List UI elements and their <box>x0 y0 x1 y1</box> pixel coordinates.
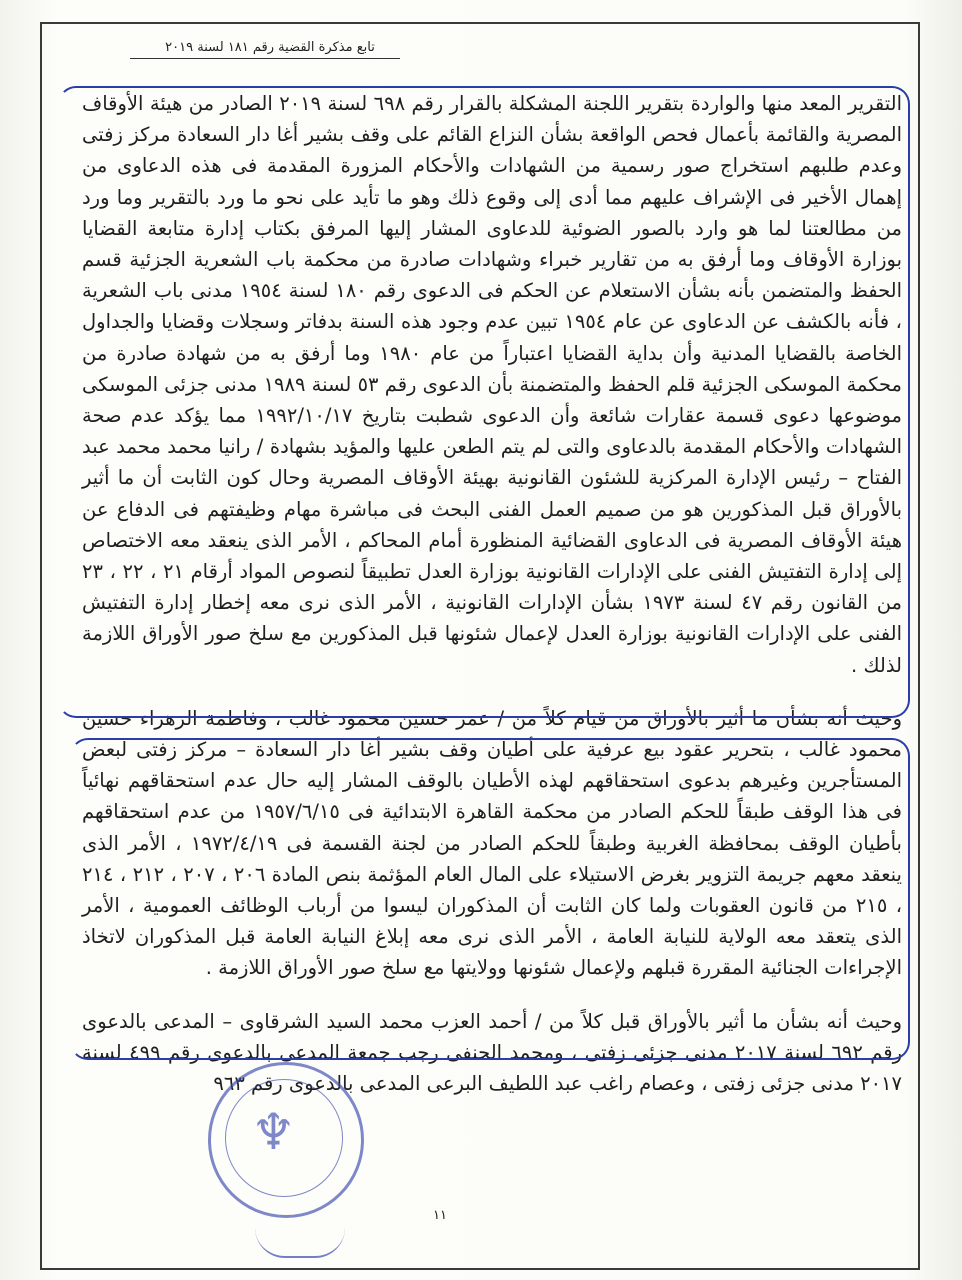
text-line: والمؤيد بشهادة / رانيا محمد محمد عبد الفتاح – رئيس الإدارة المركزية للشئون القانونية بهيئة الأوقاف <box>82 435 903 490</box>
text-line: القانونية ، الأمر الذى نرى معه إخطار إدارة التفتيش الفنى على الإدارات القانونية بوزارة العدل لإعمال <box>82 591 903 646</box>
memo-body <box>82 88 902 1099</box>
text-line: الأوراق اللازمة . <box>205 956 334 980</box>
text-line: استحقاقهم بأطيان الوقف بمحافظة الغربية وطبقاً للحكم الصادر من لجنة القسمة فى ١٩٧٢/٤/١٩ ، <box>82 800 902 855</box>
text-line: إدارة متابعة القضايا بوزارة الأوقاف وما أرفق به من تقارير خبراء وشهادات صادرة من محكمة باب <box>82 216 902 272</box>
paragraph-plaintiffs <box>82 1006 902 1100</box>
text-line: لسنة ٢٠١٧ مدنى جزئى زفتى ، وعصام راغب عبد اللطيف البرعى المدعى بالدعوى رقم ٩٦٣ <box>82 1040 902 1096</box>
text-line: المصرية وحال كون الثابت أن ما أثير بالأوراق قبل المذكورين هو من صميم العمل الفنى البحث فى <box>82 466 903 521</box>
text-line: نهائياً فى هذا الوقف طبقاً للحكم الصادر من محكمة القاهرة الابتدائية فى ١٩٥٧/٦/١٥ من عدم <box>82 769 902 824</box>
text-line: مباشرة مهام وظيفتهم فى الدفاع عن هيئة الأوقاف المصرية فى الدعاوى القضائية المنظورة أمام <box>82 497 902 552</box>
text-line: لسنة ١٩٨٩ مدنى جزئى الموسكى موضوعها دعوى قسمة عقارات شائعة وأن الدعوى شطبت بتاريخ <box>82 372 902 428</box>
text-line: الوظائف العمومية ، الأمر الذى يتعقد معه الولاية للنيابة العامة ، الأمر الذى نرى معه إبلاغ النيابة <box>82 894 902 949</box>
eagle-emblem-icon: ♆ <box>251 1103 296 1161</box>
text-line: الأوقاف المصرية والقائمة بأعمال فحص الواقعة بشأن النزاع القائم على وقف بشير أغا دار السعادة <box>82 92 902 147</box>
text-line: وما أرفق به من شهادة صادرة من محكمة الموسكى الجزئية قلم الحفظ والمتضمنة بأن الدعوى رقم ٥٣ <box>82 341 902 396</box>
running-header: تابع مذكرة القضية رقم ١٨١ لسنة ٢٠١٩ <box>165 40 375 55</box>
text-line: بدفاتر وسجلات وقضايا والجداول الخاصة بالقضايا المدنية وأن بداية القضايا اعتباراً من عام ١٩٨٠ <box>82 310 902 365</box>
paragraph-forgery <box>82 703 902 984</box>
text-line: العدل تطبيقاً لنصوص المواد أرقام ٢١ ، ٢٢ ، ٢٣ من القانون رقم ٤٧ لسنة ١٩٧٣ بشأن الإدارات <box>82 560 903 615</box>
text-line: ١٩٩٢/١٠/١٧ مما يؤكد عدم صحة الشهادات والأحكام المقدمة بالدعاوى والتى لم يتم الطعن عليها <box>82 404 903 459</box>
text-line: المحاكم ، الأمر الذى ينعقد معه الاختصاص إلى إدارة التفتيش الفنى على الإدارات القانونية بوزارة <box>82 528 902 584</box>
text-line: وحيث أنه بشأن ما أثير بالأوراق من قيام كلاً من / عمر حسين محمود غالب ، وفاطمة الزهراء <box>139 706 902 730</box>
text-line: الشعرية الجزئية قسم الحفظ والمتضمن بأنه بشأن الاستعلام عن الحكم فى الدعوى رقم ١٨٠ لسنة <box>82 248 903 303</box>
text-line: بالتقرير وما ورد من مطالعتنا لما هو وارد بالصور الضوئية للدعاوى المشار إليها المرفق بكتاب <box>82 185 902 240</box>
text-line: لبعض المستأجرين وغيرهم بدعوى استحقاقهم لهذه الأطيان بالوقف المشار إليه حال عدم استحقاقهم <box>82 738 902 793</box>
text-line: حسين محمود غالب ، بتحرير عقود بيع عرفية على أطيان وقف بشير أغا دار السعادة – مركز زفتى <box>82 706 902 762</box>
page-number: ١١ <box>433 1208 447 1223</box>
text-line: ١٩٥٤ مدنى باب الشعرية ، فأنه بالكشف عن الدعاوى عن عام ١٩٥٤ تبين عدم وجود هذه السنة <box>82 279 902 334</box>
text-line: الدعاوى من إهمال الأخير فى الإشراف عليهم مما أدى إلى وقوع ذلك وهو ما تأيد على نحو ما ورد <box>82 154 902 209</box>
text-line: التقرير المعد منها والواردة بتقرير اللجنة المشكلة بالقرار رقم ٦٩٨ لسنة ٢٠١٩ الصادر من هيئة <box>149 92 903 115</box>
text-line: مركز زفتى وعدم طلبهم استخراج صور رسمية من الشهادات والأحكام المزورة المقدمة فى هذه <box>82 123 903 178</box>
header-underline <box>130 58 400 59</box>
text-line: رقم ٦٩٢ لسنة ٢٠١٧ مدنى جزئى زفتى ، ومحمد الحنفى رجب جمعة المدعى بالدعوى رقم ٤٩٩ <box>129 1040 902 1064</box>
text-line: العامة قبل المذكوران لاتخاذ الإجراءات الجنائية المقررة قبلهم ولإعمال شئونها وولايتها مع سلخ صور <box>82 925 902 980</box>
official-seal-stamp <box>208 1062 364 1218</box>
text-line: وحيث أنه بشأن ما أثير بالأوراق قبل كلاً من / أحمد العزب محمد السيد الشرقاوى – المدعى بالدعوى <box>82 1009 902 1033</box>
text-line: ٢٠٧ ، ٢١٢ ، ٢١٤ ، ٢١٥ من قانون العقوبات ولما كان الثابت أن المذكوران ليسوا من أرباب <box>82 862 902 918</box>
text-line: شئونها قبل المذكورين مع سلخ صور الأوراق اللازمة لذلك . <box>82 622 902 677</box>
paragraph-findings <box>82 88 902 681</box>
text-line: الأمر الذى ينعقد معهم جريمة التزوير بغرض الاستيلاء على المال العام المؤثمة بنص المادة ٢٠٦ ، <box>82 831 902 886</box>
